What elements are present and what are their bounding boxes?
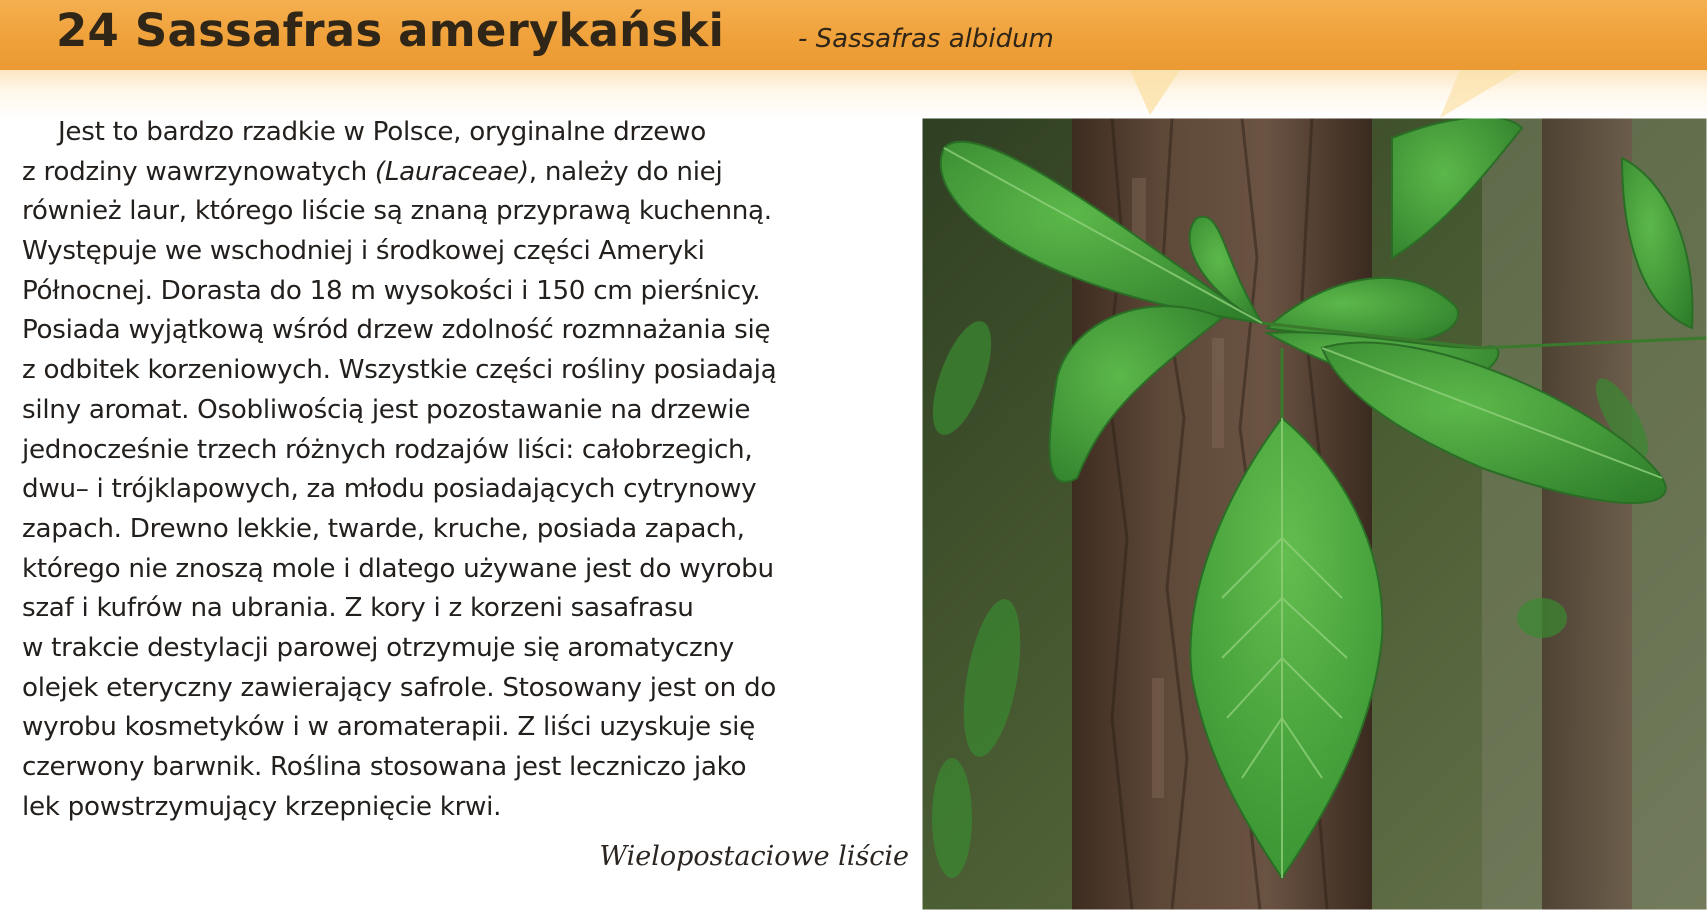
text-fragment: z rodziny wawrzynowatych xyxy=(22,156,375,187)
text-line: lek powstrzymujący krzepnięcie krwi. xyxy=(22,791,502,822)
text-line: silny aromat. Osobliwością jest pozostawanie na drzewie xyxy=(22,394,751,425)
text-line: Posiada wyjątkową wśród drzew zdolność rozmnażania się xyxy=(22,315,771,346)
sassafras-leaves-photo xyxy=(922,118,1707,910)
text-line: Występuje we wschodniej i środkowej części Ameryki xyxy=(22,236,705,267)
leaves-illustration xyxy=(922,118,1707,910)
text-line: również laur, którego liście są znaną przyprawą kuchenną. xyxy=(22,196,772,227)
text-line: szaf i kufrów na ubrania. Z kory i z korzeni sasafrasu xyxy=(22,593,694,624)
text-line: zapach. Drewno lekkie, twarde, kruche, posiada zapach, xyxy=(22,513,745,544)
text-line xyxy=(22,153,892,193)
text-line: Północnej. Dorasta do 18 m wysokości i 150 cm pierśnicy. xyxy=(22,275,761,306)
text-line: olejek eteryczny zawierający safrole. Stosowany jest on do xyxy=(22,672,776,703)
latin-name-subtitle: - Sassafras albidum xyxy=(798,24,1054,54)
banner-rays-decoration xyxy=(1080,70,1600,120)
text-line: czerwony barwnik. Roślina stosowana jest leczniczo jako xyxy=(22,752,747,782)
text-line: w trakcie destylacji parowej otrzymuje się aromatyczny xyxy=(22,632,734,663)
text-line: dwu– i trójklapowych, za młodu posiadających cytrynowy xyxy=(22,474,757,505)
text-fragment: , należy do niej xyxy=(528,156,723,187)
family-latin-name: (Lauraceae) xyxy=(374,156,529,187)
photo-caption: Wielopostaciowe liście xyxy=(599,841,909,872)
text-line: jednocześnie trzech różnych rodzajów liści: całobrzegich, xyxy=(22,434,753,465)
text-line: którego nie znoszą mole i dlatego używane jest do wyrobu xyxy=(22,553,774,584)
text-line: wyrobu kosmetyków i w aromaterapii. Z liści uzyskuje się xyxy=(22,712,755,743)
text-line: Jest to bardzo rzadkie w Polsce, oryginalne drzewo xyxy=(58,117,706,147)
text-line: z odbitek korzeniowych. Wszystkie części rośliny posiadają xyxy=(22,355,777,386)
description-text xyxy=(22,113,892,827)
page-title: 24 Sassafras amerykański xyxy=(56,4,725,57)
